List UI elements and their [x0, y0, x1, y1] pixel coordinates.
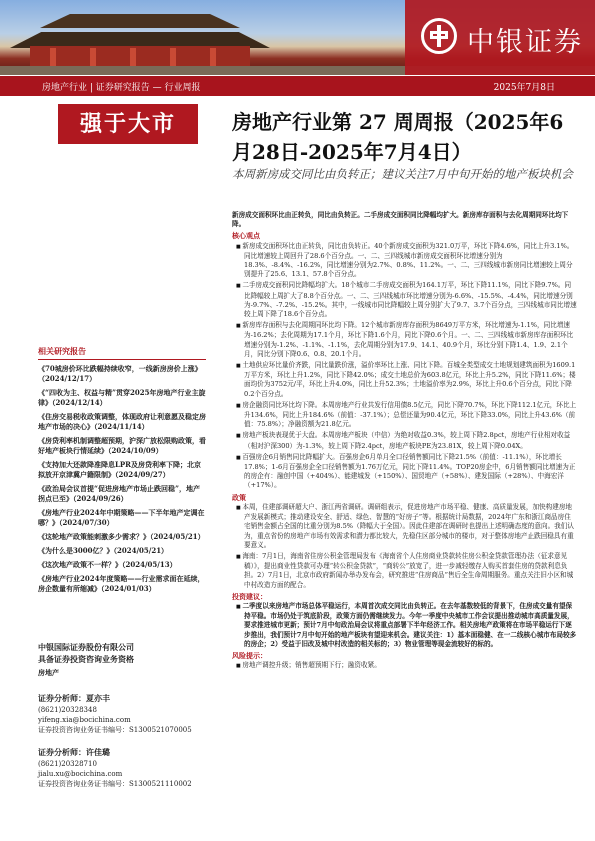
related-report-link[interactable]: 《70城房价环比跌幅持续收窄，一线新房房价上涨》（2024/12/17）	[38, 364, 202, 383]
logo-text: 中银证券	[467, 27, 583, 58]
related-report-link[interactable]: 《支持加大还款降准降息LPR及房贷利率下降；北京拟放开京津冀户籍限制》（2024/09/27）	[38, 460, 202, 479]
related-research-sidebar	[38, 346, 206, 598]
invest-heading: 投资建议：	[232, 591, 267, 601]
analyst-cert: 证券投资咨询业务证书编号：S1300521110002	[38, 780, 192, 788]
industry-label: 房地产	[38, 668, 59, 677]
analyst-email[interactable]: yifeng.xia@bocichina.com	[38, 716, 131, 724]
analyst-phone: (8621)20328710	[38, 760, 97, 768]
analyst-block	[38, 693, 208, 735]
boc-logo-icon	[421, 18, 457, 54]
analyst-name: 证券分析师：夏亦丰	[38, 693, 110, 703]
main-content	[232, 211, 577, 673]
analyst-cert: 证券投资咨询业务证书编号：S1300521070005	[38, 726, 192, 734]
related-report-link[interactable]: 《这次地产政策不一样？》（2024/05/13）	[38, 560, 177, 569]
related-report-link[interactable]: 《政治局会议首提“促进房地产市场止跌回稳”，地产拐点已至》（2024/09/26）	[38, 484, 201, 503]
related-report-link[interactable]: 《房地产行业2024年度策略——行业需求面在延续，房企数量有所缩减》（2024/01/03）	[38, 574, 205, 593]
risk-heading: 风险提示：	[232, 650, 267, 660]
related-report-link[interactable]: 《房贷利率机制调整超预期，沪深广放松限购政策，看好地产板块行情延续》（2024/10/09）	[38, 436, 206, 455]
policy-point: ■ 本周，住建部调研超大户、浙江两省调研。调研组表示，促进房地产市场平稳、健康、高质量发展，加快构建房地产发展新模式；推动建设安全、舒适、绿色、智慧的“好房子”等。根据统计局数据，2024年广东和浙江商品房住宅销售金额占全国的比重分别为8.5%（降幅大于全国）。因此住建部在调研时也提出上述明确态度的意向。我们认为，重点省份的房地产市场有效需求和潜力都比较大，先稳住区部分城市的楼市，对于整体房地产止跌回稳具有重要意义。	[232, 503, 577, 550]
related-report-link[interactable]: 《为什么是3000亿？》（2024/05/21）	[38, 546, 169, 555]
core-point: ■ 房企融资同比环比均下降。本周房地产行业共发行信用债8.5亿元，同比下降70.7%，环比下降112.1亿元，环比上升134.6%，同比上升184.6%（前值：-37.1%）；总偿还量为90.4亿元，环比下降33.0%，同比上升43.6%（前值：75.8%）；净融资额为21.8亿元。	[232, 401, 577, 430]
invest-advice: ■ 二季度以来房地产市场总体平稳运行，本周首次成交同比由负转正。在去年基数较低的背景下，住房成交量有望保持平稳。市场仍处于筑底阶段，政策方面仍需继续发力。今年一季度中央城市工作会议提出推动城市高质量发展，要求推进城市更新；预计7月中旬政治局会议将重点部署下半年经济工作。相关房地产政策将在市场平稳运行下逐步推出，我们预计7月中旬开始的地产板块有望迎来机会。建议关注：1）基本面稳健、在一二线核心城市布局较多的房企；2）受益于旧改及城中村改造的相关标的；3）物业管理等现金流较好的标的。	[232, 602, 577, 649]
core-point: ■ 土地供应环比量价齐跌，同比量跌价涨，溢价率环比上涨、同比下降。百城全类型成交土地规划建筑面积为1609.1万平方米，环比上升1.2%，同比下降42.0%；成交土地总价为603.8亿元，环比上升5.2%，同比下降11.6%；楼面均价为3752元/平，环比上升4.0%，同比上升52.3%；土地溢价率为2.9%，环比上升0.6个百分点，同比下降0.2个百分点。	[232, 361, 577, 399]
core-point: ■ 新房成交面积环比由正转负，同比由负转正。40个新房成交面积为321.0万平，环比下降4.6%，同比上升3.1%。同比增速较上周回升了28.6个百分点。一、二、三四线城市新房成交面积环比增速分别为18.3%、-8.4%、-16.2%，同比增速分别为2.7%、0.8%、11.2%。一、二、三四线城市新房同比增速较上周分别提升了25.6、13.1、57.8个百分点。	[232, 242, 577, 280]
header-banner-photo	[0, 0, 595, 75]
core-views-heading: 核心观点	[232, 231, 260, 241]
core-point: ■ 房地产板块表现优于大盘。本周房地产板块（中信）为绝对收益0.3%，较上周下降2.8pct，房地产行业相对收益（相对沪深300）为-1.3%，较上周下降2.4pct，房地产板块PE为23.81X，较上周下降0.04X。	[232, 431, 577, 450]
policy-point: ■ 海南：7月1日，海南省住房公积金管理局发布《海南省个人住房商业贷款转住房公积金贷款管理办法（征求意见稿）》，提出商业性贷款可办理“转公积金贷款”，“商转公”放宽了，进一步减轻缴存人购买首套住房的贷款利息负担。2）7月1日，北京市政府新闻办举办发布会，研究推进“住房商品”售后全生命周期服务。重点关注旧小区和城中村改造方面的配合。	[232, 552, 577, 590]
related-report-link[interactable]: 《房地产行业2024年中期策略——下半年地产定调在哪？》（2024/07/30）	[38, 508, 205, 527]
rating-badge: 强于大市	[58, 104, 198, 144]
report-subheader-bar	[0, 76, 595, 96]
analyst-email[interactable]: jialu.xu@bocichina.com	[38, 770, 123, 778]
core-point: ■ 二手房成交面积同比降幅均扩大。18个城市二手房成交面积为164.1万平，环比下降11.1%，同比下降9.7%。同比降幅较上周扩大了8.8个百分点。一、二、三四线城市环比增速分别为-6.6%、-15.5%、-4.4%，同比增速分别为-9.7%、-7.2%、-15.2%。其中，一线城市同比降幅较上周分别扩大了9.7、3.7个百分点，三四线城市同比增速较上周下降了18.6个百分点。	[232, 281, 577, 319]
related-report-link[interactable]: 《这轮地产政策能刺激多少需求？》（2024/05/21）	[38, 532, 205, 541]
report-date: 2025年7月8日	[493, 83, 555, 93]
company-info	[38, 641, 208, 679]
related-report-link[interactable]: 《“四收为主、权益与精”贯穿2025年房地产行业主旋律》（2024/12/14）	[38, 388, 206, 407]
report-subtitle: 本周新房成交同比由负转正；建议关注7月中旬开始的地产板块机会	[232, 167, 573, 181]
analyst-block	[38, 747, 208, 789]
palace-roof-upper	[40, 14, 240, 28]
intro-summary: 新房成交面积环比由正转负，同比由负转正。二手房成交面积同比降幅均扩大。新房库存面积与去化周期同环比均下降。	[232, 211, 569, 229]
risk-text: ■ 房地产调控升级；销售超预期下行；融资收紧。	[232, 661, 577, 671]
core-point: ■ 百强房企6月销售同比降幅扩大。百强房企6月单月全口径销售额同比下降21.5%（前值：-11.1%），环比增长17.8%；1-6月百强房企全口径销售额为1.76万亿元，同比下降11.4%。TOP20房企中，6月销售额同比增速为正的房企有：融创中国（+404%）、能建城发（+150%）、国贸地产（+58%）、建发国际（+28%）、中海宏洋（+17%）。	[232, 453, 577, 491]
report-category: 房地产行业 | 证券研究报告 — 行业周报	[42, 83, 201, 93]
company-name: 中银国际证券股份有限公司 具备证券投资咨询业务资格	[38, 642, 134, 664]
related-research-heading: 相关研究报告	[38, 346, 206, 360]
brand-logo	[405, 0, 595, 75]
analyst-phone: (8621)20328348	[38, 706, 97, 714]
policy-heading: 政策	[232, 492, 246, 502]
report-title: 房地产行业第 27 周周报（2025年6月28日-2025年7月4日）	[232, 110, 564, 164]
core-point: ■ 新房库存面积与去化周期同环比均下降。12个城市新房库存面积为8649万平方米，环比增速为-1.1%，同比增速为-16.2%；去化周期为17.1个月，环比下降1.6个月，同比下降0.6个月。一、二、三四线城市新房库存面积环比增速分别为-1.2%、-1.1%、-1.1%，去化周期分别为17.9、14.1、40.9个月，环比分别下降1.4、1.9、2.1个月，同比分别下降0.6、0.8、20.1个月。	[232, 321, 577, 359]
palace-hall	[30, 46, 250, 68]
analyst-name: 证券分析师：许佳璐	[38, 747, 110, 757]
related-report-link[interactable]: 《住房交易税收政策调整，体现政府让利意愿及稳定房地产市场的决心》（2024/11/14）	[38, 412, 206, 431]
